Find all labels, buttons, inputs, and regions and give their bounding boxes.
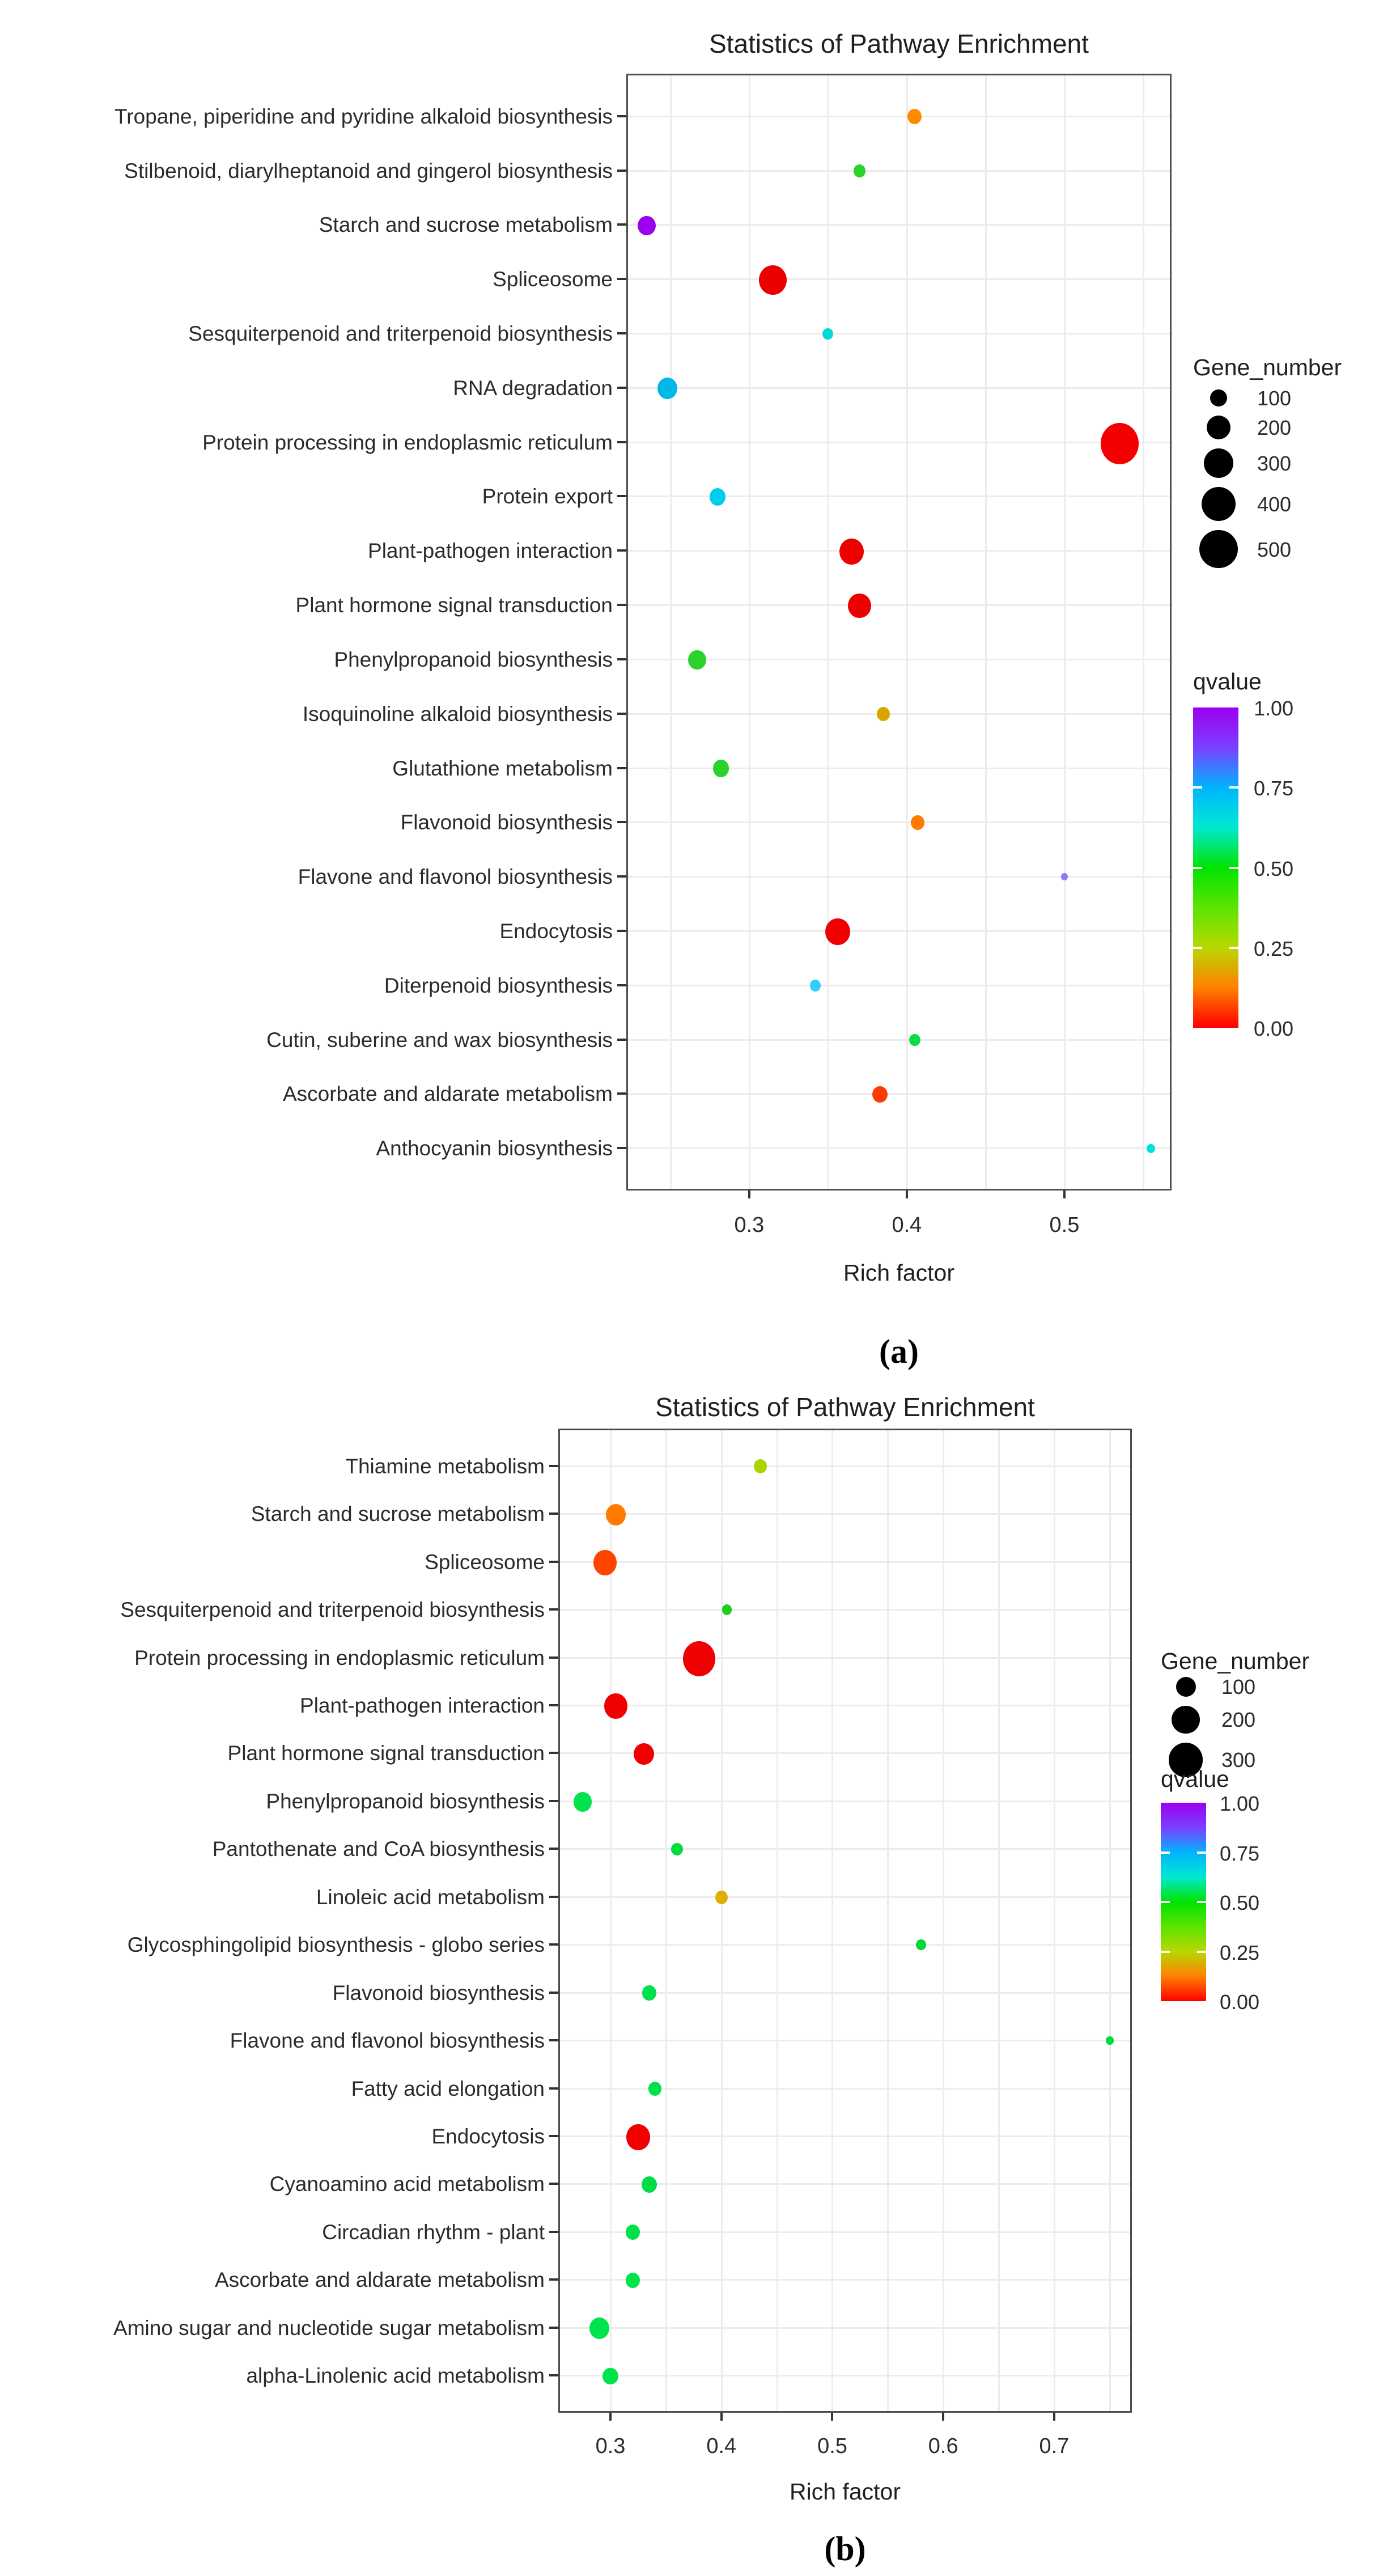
data-point — [839, 539, 863, 565]
gridline — [560, 2375, 1130, 2376]
gridline — [560, 1465, 1130, 1467]
y-axis-label: Flavone and flavonol biosynthesis — [298, 865, 613, 889]
y-axis-label: Tropane, piperidine and pyridine alkaloid biosynthesis — [114, 104, 613, 128]
y-tick — [549, 2039, 558, 2041]
y-tick — [549, 1561, 558, 1563]
x-tick-label: 0.5 — [817, 2434, 847, 2458]
y-axis-label: Endocytosis — [499, 919, 613, 943]
gridline — [560, 2231, 1130, 2233]
y-axis-label: Thiamine metabolism — [345, 1454, 545, 1478]
y-axis-label: Pantothenate and CoA biosynthesis — [212, 1837, 545, 1861]
data-point — [602, 2368, 618, 2384]
gridline — [628, 821, 1170, 823]
qvalue-tick-label: 0.50 — [1220, 1891, 1260, 1914]
y-axis-label: Sesquiterpenoid and triterpenoid biosynthesis — [120, 1598, 545, 1622]
y-tick — [617, 170, 626, 172]
gridline — [665, 1430, 667, 2411]
data-point — [642, 1985, 656, 2001]
y-tick — [617, 930, 626, 932]
y-tick — [549, 2135, 558, 2137]
gridline — [628, 1039, 1170, 1041]
gridline — [670, 75, 672, 1189]
legend-size-bubble — [1204, 448, 1233, 478]
qvalue-tick-label: 1.00 — [1220, 1792, 1260, 1815]
data-point — [638, 216, 655, 235]
y-axis-label: Flavonoid biosynthesis — [332, 1981, 545, 2005]
legend-size-label: 500 — [1257, 537, 1292, 561]
gridline — [628, 876, 1170, 878]
y-axis-label: Plant-pathogen interaction — [368, 539, 613, 563]
data-point — [877, 707, 890, 721]
y-axis-label: Fatty acid elongation — [351, 2077, 545, 2100]
x-tick — [609, 2413, 612, 2421]
y-tick — [617, 387, 626, 389]
gridline — [628, 768, 1170, 769]
y-tick — [617, 767, 626, 769]
x-tick-label: 0.3 — [734, 1213, 765, 1237]
legend-size-bubble — [1172, 1706, 1199, 1734]
x-tick — [1053, 2413, 1055, 2421]
data-point — [713, 760, 729, 777]
y-axis-label: Diterpenoid biosynthesis — [384, 973, 613, 997]
data-point — [810, 980, 821, 991]
y-tick — [617, 115, 626, 117]
gridline — [828, 75, 829, 1189]
data-point — [848, 594, 871, 618]
y-tick — [549, 2087, 558, 2090]
data-point — [1101, 423, 1139, 464]
gridline — [560, 1848, 1130, 1850]
figure-caption: (b) — [824, 2530, 866, 2567]
data-point — [1106, 2036, 1114, 2045]
qvalue-gradient-notch — [1193, 786, 1202, 789]
data-point — [626, 2273, 640, 2288]
data-point — [593, 1550, 617, 1575]
gridline — [610, 1430, 612, 2411]
legend-size-bubble — [1210, 389, 1227, 406]
gridline — [560, 2088, 1130, 2090]
gridline — [628, 387, 1170, 389]
gridline — [560, 1657, 1130, 1659]
plot-panel — [626, 74, 1172, 1190]
y-tick — [549, 1800, 558, 1802]
data-point — [759, 265, 786, 295]
qvalue-tick-label: 1.00 — [1254, 697, 1294, 720]
gridline — [628, 1147, 1170, 1149]
y-axis-label: Starch and sucrose metabolism — [319, 213, 613, 237]
y-axis-label: Isoquinoline alkaloid biosynthesis — [302, 702, 613, 726]
y-tick — [617, 332, 626, 334]
qvalue-gradient-notch — [1193, 947, 1202, 949]
data-point — [1061, 873, 1068, 880]
y-axis-label: Plant hormone signal transduction — [227, 1742, 545, 1765]
y-axis-label: Plant hormone signal transduction — [295, 594, 613, 617]
x-tick-label: 0.4 — [892, 1213, 922, 1237]
gridline — [628, 550, 1170, 552]
y-axis-label: Phenylpropanoid biosynthesis — [266, 1789, 545, 1813]
legend-size-label: 300 — [1257, 452, 1292, 476]
qvalue-gradient-notch — [1197, 1951, 1206, 1953]
y-tick — [617, 1147, 626, 1149]
gridline — [560, 2279, 1130, 2281]
gridline — [943, 1430, 944, 2411]
gridline — [721, 1430, 723, 2411]
y-tick — [549, 2278, 558, 2281]
y-tick — [617, 495, 626, 497]
gridline — [998, 1430, 1000, 2411]
gridline — [560, 2040, 1130, 2041]
y-axis-label: Flavonoid biosynthesis — [400, 811, 613, 834]
y-axis-label: Ascorbate and aldarate metabolism — [214, 2268, 545, 2292]
gridline — [749, 75, 750, 1189]
x-tick — [831, 2413, 833, 2421]
y-axis-label: Starch and sucrose metabolism — [251, 1502, 545, 1526]
y-tick — [549, 1656, 558, 1659]
pathway-enrichment-chart-b — [0, 1378, 1396, 2576]
gridline — [628, 1093, 1170, 1095]
gridline — [628, 930, 1170, 932]
y-tick — [549, 1848, 558, 1850]
y-tick — [617, 1039, 626, 1041]
data-point — [909, 1034, 920, 1046]
y-axis-label: alpha-Linolenic acid metabolism — [246, 2364, 545, 2388]
x-tick — [906, 1190, 908, 1198]
chart-title: Statistics of Pathway Enrichment — [709, 29, 1089, 58]
qvalue-tick-label: 0.75 — [1254, 777, 1294, 800]
gridline — [628, 442, 1170, 443]
y-tick — [617, 223, 626, 226]
gridline — [560, 1513, 1130, 1515]
y-tick — [617, 441, 626, 443]
y-tick — [549, 1896, 558, 1898]
y-axis-label: Sesquiterpenoid and triterpenoid biosynthesis — [188, 322, 613, 345]
y-axis-label: Anthocyanin biosynthesis — [376, 1137, 613, 1160]
y-tick — [549, 1992, 558, 1994]
qvalue-tick-label: 0.25 — [1220, 1941, 1260, 1964]
qvalue-gradient-notch — [1161, 1852, 1170, 1854]
y-tick — [617, 875, 626, 878]
legend-gene-number-title: Gene_number — [1193, 354, 1342, 380]
y-tick — [617, 713, 626, 715]
gridline — [628, 170, 1170, 172]
data-point — [648, 2082, 661, 2096]
gridline — [1109, 1430, 1111, 2411]
legend-size-bubble — [1176, 1677, 1196, 1697]
figure-caption: (a) — [879, 1333, 919, 1370]
y-axis-label: RNA degradation — [453, 376, 613, 400]
data-point — [642, 2176, 657, 2193]
qvalue-gradient-notch — [1161, 1901, 1170, 1903]
y-tick — [549, 2183, 558, 2185]
y-axis-label: Protein export — [482, 485, 613, 509]
gridline — [628, 333, 1170, 334]
y-axis-label: Endocytosis — [431, 2124, 545, 2148]
gridline — [628, 659, 1170, 660]
y-axis-label: Protein processing in endoplasmic reticulum — [134, 1646, 545, 1670]
qvalue-tick-label: 0.00 — [1220, 1990, 1260, 2014]
legend-size-bubble — [1207, 416, 1230, 439]
legend-size-label: 400 — [1257, 493, 1292, 516]
data-point — [671, 1843, 683, 1855]
y-axis-label: Protein processing in endoplasmic reticulum — [202, 430, 613, 454]
gridline — [560, 1896, 1130, 1898]
qvalue-gradient-notch — [1193, 867, 1202, 869]
gridline — [1064, 75, 1066, 1189]
gridline — [560, 1944, 1130, 1946]
y-tick — [549, 1704, 558, 1706]
gridline — [560, 1800, 1130, 1802]
legend-size-label: 200 — [1257, 416, 1292, 440]
gridline — [777, 1430, 778, 2411]
x-tick — [1063, 1190, 1066, 1198]
x-tick-label: 0.7 — [1039, 2434, 1070, 2458]
x-axis-title: Rich factor — [790, 2478, 901, 2505]
gridline — [1054, 1430, 1055, 2411]
legend-size-bubble — [1199, 530, 1237, 568]
data-point — [634, 1743, 654, 1765]
gridline — [560, 1561, 1130, 1563]
legend-size-label: 100 — [1221, 1675, 1256, 1698]
legend-size-bubble — [1202, 487, 1236, 521]
data-point — [657, 378, 677, 399]
gridline — [628, 116, 1170, 117]
y-axis-label: Glycosphingolipid biosynthesis - globo series — [127, 1933, 545, 1957]
y-axis-label: Stilbenoid, diarylheptanoid and gingerol biosynthesis — [124, 159, 613, 183]
data-point — [574, 1792, 592, 1812]
y-axis-label: Circadian rhythm - plant — [322, 2220, 545, 2244]
y-tick — [549, 1752, 558, 1754]
y-tick — [549, 2374, 558, 2376]
legend-size-label: 200 — [1221, 1708, 1256, 1732]
gridline — [985, 75, 987, 1189]
gridline — [560, 1609, 1130, 1611]
y-tick — [549, 1512, 558, 1515]
gridline — [628, 713, 1170, 715]
x-tick-label: 0.6 — [928, 2434, 958, 2458]
qvalue-tick-label: 0.25 — [1254, 937, 1294, 960]
y-axis-label: Linoleic acid metabolism — [316, 1885, 545, 1909]
qvalue-gradient-notch — [1229, 867, 1238, 869]
y-axis-label: Cutin, suberine and wax biosynthesis — [266, 1028, 613, 1052]
gridline — [831, 1430, 833, 2411]
legend-size-label: 300 — [1221, 1748, 1256, 1772]
legend-gene-number-title: Gene_number — [1161, 1648, 1310, 1674]
data-point — [626, 2225, 640, 2240]
gridline — [1143, 75, 1144, 1189]
qvalue-gradient-notch — [1161, 1951, 1170, 1953]
data-point — [854, 164, 865, 177]
x-tick-label: 0.5 — [1049, 1213, 1080, 1237]
data-point — [626, 2124, 651, 2150]
gridline — [628, 224, 1170, 226]
y-tick — [617, 549, 626, 552]
qvalue-tick-label: 0.75 — [1220, 1841, 1260, 1865]
x-tick-label: 0.3 — [595, 2434, 626, 2458]
x-tick — [720, 2413, 723, 2421]
y-axis-label: Spliceosome — [493, 268, 613, 291]
y-axis-label: Spliceosome — [425, 1550, 545, 1574]
y-tick — [549, 2231, 558, 2233]
data-point — [872, 1086, 888, 1103]
data-point — [715, 1891, 728, 1904]
gridline — [628, 985, 1170, 986]
y-tick — [549, 1465, 558, 1467]
y-axis-label: Ascorbate and aldarate metabolism — [282, 1082, 613, 1106]
qvalue-gradient-notch — [1229, 786, 1238, 789]
y-tick — [549, 1608, 558, 1611]
y-tick — [549, 2327, 558, 2329]
legend-qvalue-title: qvalue — [1161, 1766, 1229, 1792]
qvalue-gradient-notch — [1229, 947, 1238, 949]
qvalue-tick-label: 0.00 — [1254, 1017, 1294, 1040]
gridline — [887, 1430, 889, 2411]
data-point — [825, 918, 850, 946]
plot-panel — [558, 1429, 1132, 2413]
y-axis-label: Cyanoamino acid metabolism — [269, 2172, 545, 2196]
qvalue-gradient-notch — [1197, 1852, 1206, 1854]
y-axis-label: Glutathione metabolism — [392, 756, 613, 780]
gridline — [560, 1705, 1130, 1706]
legend-size-label: 100 — [1257, 387, 1292, 410]
y-tick — [617, 821, 626, 823]
y-axis-label: Flavone and flavonol biosynthesis — [230, 2029, 545, 2053]
qvalue-gradient-notch — [1197, 1901, 1206, 1903]
y-tick — [617, 984, 626, 986]
data-point — [589, 2317, 609, 2339]
chart-title: Statistics of Pathway Enrichment — [655, 1392, 1035, 1422]
gridline — [628, 278, 1170, 280]
y-axis-label: Phenylpropanoid biosynthesis — [334, 647, 613, 671]
gridline — [906, 75, 908, 1189]
y-tick — [617, 604, 626, 606]
gridline — [560, 2327, 1130, 2329]
legend-qvalue-title: qvalue — [1193, 668, 1262, 694]
x-tick-label: 0.4 — [706, 2434, 737, 2458]
y-tick — [549, 1943, 558, 1946]
y-tick — [617, 658, 626, 660]
y-axis-label: Plant-pathogen interaction — [300, 1694, 545, 1718]
gridline — [628, 604, 1170, 606]
data-point — [606, 1504, 626, 1526]
data-point — [688, 650, 706, 670]
y-axis-label: Amino sugar and nucleotide sugar metabolism — [113, 2316, 545, 2340]
x-tick — [748, 1190, 750, 1198]
x-tick — [942, 2413, 944, 2421]
data-point — [683, 1641, 716, 1676]
y-tick — [617, 1092, 626, 1095]
y-tick — [617, 278, 626, 280]
qvalue-tick-label: 0.50 — [1254, 857, 1294, 880]
x-axis-title: Rich factor — [843, 1260, 954, 1286]
